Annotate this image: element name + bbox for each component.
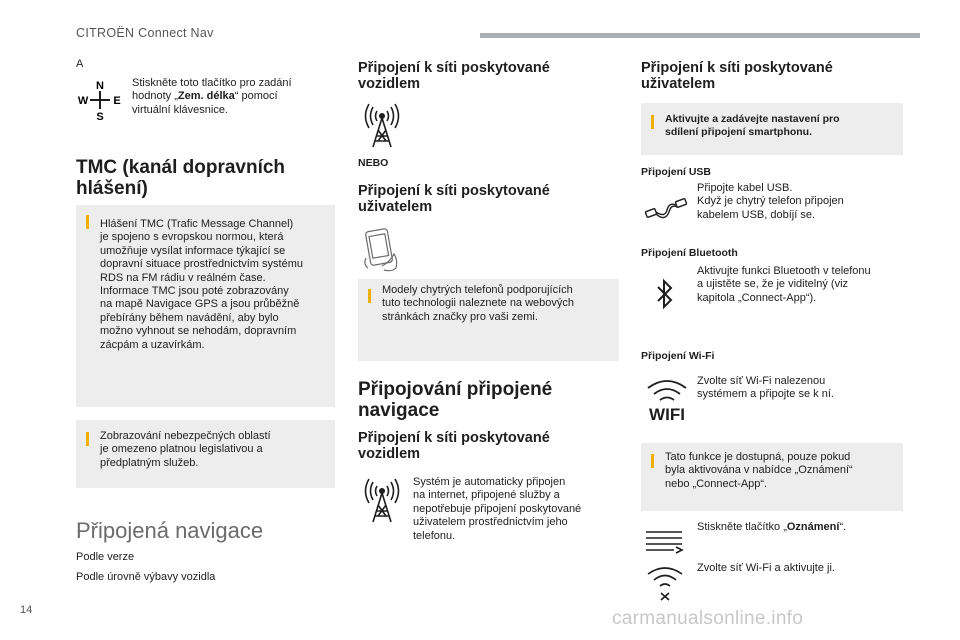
header-bar — [480, 33, 920, 38]
watermark: carmanualsonline.info — [612, 608, 804, 629]
bluetooth-icon — [654, 278, 676, 310]
trim-text: Podle úrovně výbavy vozidla — [76, 571, 216, 583]
danger-zones-box — [76, 420, 335, 488]
vehicle-network-title: Připojení k síti poskytované vozidlem — [358, 60, 550, 92]
nebo-label: NEBO — [358, 157, 389, 169]
tmc-info-box — [76, 205, 335, 407]
notifications-info-box — [641, 443, 903, 511]
antenna-icon — [362, 103, 402, 149]
tmc-info-text: Hlášení TMC (Trafic Message Channel) je spojeno s evropskou normou, která umožňuje vysílat informace týkající se dopravní situace prostřednictvím systému RDS na FM rádiu v reálném čase. Informace TMC jsou poté zobrazovány na mapě Navigace GPS a jsou průběžně přebírány během navádění, aby bylo možno vyhnout se nehodám, dopravním zácpám a uzavírkám. — [100, 218, 303, 351]
info-accent-bar — [86, 432, 89, 446]
user-network-title: Připojení k síti poskytované uživatelem — [358, 183, 550, 215]
vehicle-network-title-2: Připojení k síti poskytované vozidlem — [358, 430, 550, 462]
longitude-text: Stiskněte toto tlačítko pro zadání hodnoty „Zem. délka“ pomocí virtuální klávesnice. — [132, 77, 292, 116]
info-accent-bar — [86, 215, 89, 229]
info-accent-bar — [651, 454, 654, 468]
connected-nav-title: Připojená navigace — [76, 518, 264, 543]
select-wifi-text: Zvolte síť Wi-Fi a aktivujte ji. — [697, 562, 835, 574]
connecting-nav-title: Připojování připojené navigace — [358, 379, 553, 421]
wifi-setting-icon — [645, 566, 685, 602]
compass-e: E — [113, 95, 121, 107]
info-accent-bar — [368, 289, 371, 303]
antenna-icon — [362, 478, 402, 524]
smartphone-icon — [362, 226, 404, 272]
phones-info-text: Modely chytrých telefonů podporujících tuto technologii naleznete na webových stránkách značky pro vaši zemi. — [382, 284, 575, 323]
wifi-label: Připojení Wi-Fi — [641, 350, 715, 362]
user-network-title-3: Připojení k síti poskytované uživatelem — [641, 60, 833, 92]
phones-info-box — [358, 279, 619, 361]
usb-label: Připojení USB — [641, 166, 712, 178]
page-number: 14 — [20, 604, 33, 616]
tmc-title: TMC (kanál dopravních hlášení) — [76, 157, 286, 199]
activate-sharing-text: Aktivujte a zadávejte nastavení pro sdílení připojení smartphonu. — [665, 113, 840, 139]
compass-s: S — [96, 111, 104, 122]
notifications-info-text: Tato funkce je dostupná, pouze pokud byla aktivována v nabídce „Oznámení“ nebo „Connect-App“. — [665, 451, 853, 490]
wifi-icon-text: WIFI — [649, 405, 685, 422]
compass-icon — [78, 78, 122, 122]
header-title: CITROËN Connect Nav — [76, 26, 214, 40]
compass-w: W — [78, 95, 89, 107]
version-text: Podle verze — [76, 551, 135, 563]
activate-sharing-box — [641, 103, 903, 155]
danger-zones-text: Zobrazování nebezpečných oblastí je omezeno platnou legislativou a předplatným služeb. — [100, 430, 271, 469]
bluetooth-text: Aktivujte funkci Bluetooth v telefonu a ujistěte se, že je viditelný (viz kapitola „Connect-App“). — [697, 265, 871, 304]
label-a: A — [76, 58, 84, 70]
info-accent-bar — [651, 115, 654, 129]
usb-text: Připojte kabel USB. Když je chytrý telefon připojen kabelem USB, dobíjí se. — [697, 182, 844, 221]
press-notifications-text: Stiskněte tlačítko „Oznámení“. — [697, 521, 847, 533]
notifications-menu-icon — [643, 528, 685, 554]
compass-n: N — [96, 80, 104, 92]
usb-cable-icon — [643, 192, 689, 226]
auto-connect-text: Systém je automaticky připojen na internet, připojené služby a nepotřebuje připojení poskytované uživatelem prostřednictvím jeho telefonu. — [413, 476, 582, 542]
bluetooth-label: Připojení Bluetooth — [641, 247, 738, 259]
wifi-icon — [644, 378, 690, 422]
wifi-text: Zvolte síť Wi-Fi nalezenou systémem a připojte se k ní. — [697, 375, 834, 401]
